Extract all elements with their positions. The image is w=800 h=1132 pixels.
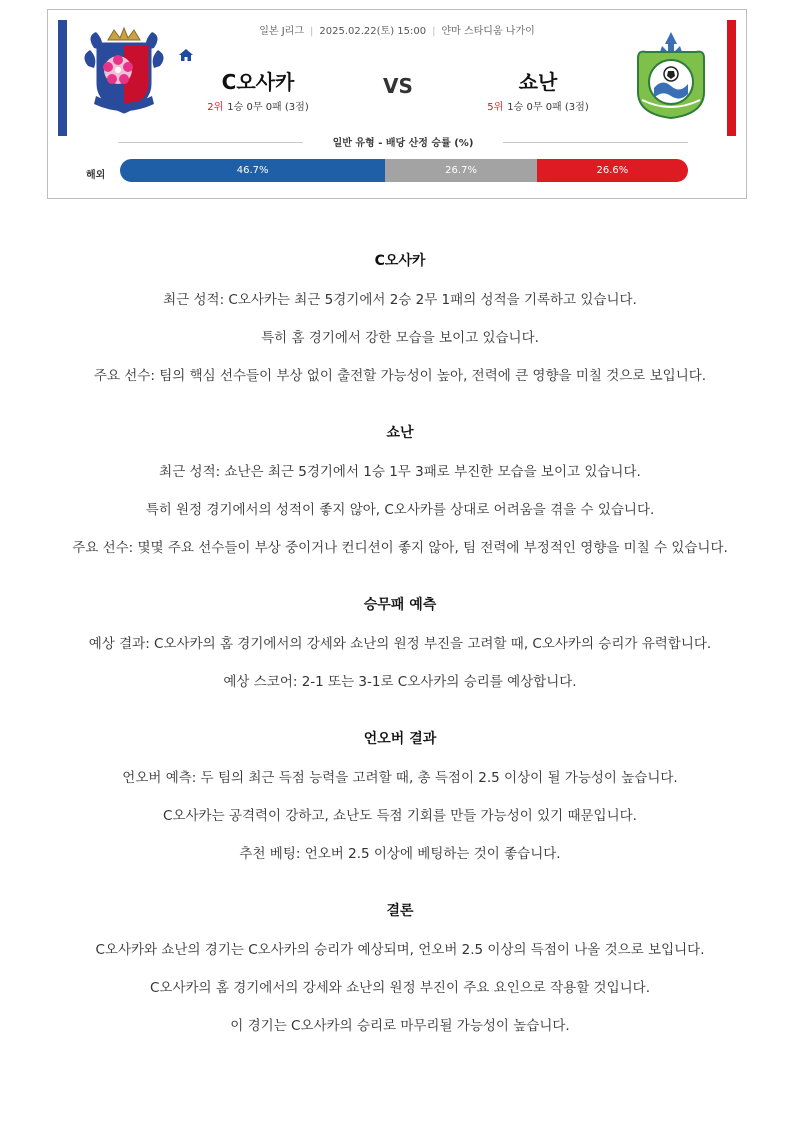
odds-title: 일반 유형 - 배당 산정 승률 (%) — [303, 134, 503, 149]
section-paragraph: 주요 선수: 팀의 핵심 선수들이 부상 없이 출전할 가능성이 높아, 전력에 큰 영향을 미칠 것으로 보입니다. — [93, 368, 707, 384]
section-paragraph: 최근 성적: C오사카는 최근 5경기에서 2승 2무 1패의 성적을 기록하고 있습니다. — [163, 292, 637, 308]
section-paragraph: C오사카와 쇼난의 경기는 C오사카의 승리가 예상되며, 언오버 2.5 이상의 득점이 나올 것으로 보입니다. — [95, 942, 705, 958]
away-team-name: 쇼난 — [518, 70, 558, 94]
odds-away-value: 26.6% — [596, 165, 629, 176]
article-body — [0, 250, 800, 1072]
home-team-record — [178, 98, 338, 113]
home-color-bar — [58, 20, 67, 136]
section-heading: 언오버 결과 — [363, 731, 437, 747]
away-team-crest-icon — [632, 30, 710, 120]
match-card — [47, 9, 747, 199]
section-paragraph: 언오버 예측: 두 팀의 최근 득점 능력을 고려할 때, 총 득점이 2.5 이상이 될 가능성이 높습니다. — [122, 770, 678, 786]
section-paragraph: 주요 선수: 몇몇 주요 선수들이 부상 중이거나 컨디션이 좋지 않아, 팀 전력에 부정적인 영향을 미칠 수 있습니다. — [72, 540, 728, 556]
section-paragraph: 특히 홈 경기에서 강한 모습을 보이고 있습니다. — [261, 330, 539, 346]
home-team-record-text: 1승 0무 0패 (3점) — [227, 102, 309, 113]
venue-name: 얀마 스타디움 나가이 — [441, 26, 535, 37]
away-color-bar — [727, 20, 736, 136]
home-icon — [178, 48, 194, 62]
match-datetime: 2025.02.22(토) 15:00 — [319, 26, 427, 37]
odds-bar — [120, 159, 688, 182]
section-paragraph: C오사카는 공격력이 강하고, 쇼난도 득점 기회를 만들 가능성이 있기 때문입니다. — [163, 808, 637, 824]
article-section — [0, 728, 800, 864]
away-team-record — [458, 98, 618, 113]
section-paragraph: 특히 원정 경기에서의 성적이 좋지 않아, C오사카를 상대로 어려움을 겪을 수 있습니다. — [145, 502, 655, 518]
article-section — [0, 250, 800, 386]
odds-home-segment — [120, 159, 385, 182]
home-team-name: C오사카 — [221, 70, 295, 94]
section-paragraph: 예상 스코어: 2-1 또는 3-1로 C오사카의 승리를 예상합니다. — [223, 674, 577, 690]
odds-row-label: 해외 — [86, 170, 106, 181]
section-paragraph: 최근 성적: 쇼난은 최근 5경기에서 1승 1무 3패로 부진한 모습을 보이고 있습니다. — [159, 464, 641, 480]
section-heading: 승무패 예측 — [363, 597, 437, 613]
home-team-crest-icon — [78, 26, 170, 118]
home-team-rank: 2위 — [207, 102, 224, 113]
section-paragraph: 추천 베팅: 언오버 2.5 이상에 베팅하는 것이 좋습니다. — [239, 846, 561, 862]
league-name: 일본 J리그 — [259, 26, 304, 37]
article-section — [0, 422, 800, 558]
section-paragraph: 예상 결과: C오사카의 홈 경기에서의 강세와 쇼난의 원정 부진을 고려할 때, C오사카의 승리가 유력합니다. — [88, 636, 712, 652]
section-heading: 결론 — [386, 903, 414, 919]
section-paragraph: C오사카의 홈 경기에서의 강세와 쇼난의 원정 부진이 주요 요인으로 작용할 것입니다. — [149, 980, 651, 996]
odds-draw-segment — [385, 159, 537, 182]
article-section — [0, 594, 800, 692]
match-meta: 일본 J리그 | 2025.02.22(토) 15:00 | 얀마 스타디움 나가이 — [259, 26, 535, 37]
away-team-rank: 5위 — [487, 102, 504, 113]
article-section — [0, 900, 800, 1036]
section-paragraph: 이 경기는 C오사카의 승리로 마무리될 가능성이 높습니다. — [230, 1018, 570, 1034]
section-heading: 쇼난 — [386, 425, 414, 441]
odds-away-segment — [537, 159, 688, 182]
vs-label: VS — [383, 74, 413, 98]
odds-home-value: 46.7% — [236, 165, 269, 176]
section-heading: C오사카 — [374, 253, 426, 269]
away-team-record-text: 1승 0무 0패 (3점) — [507, 102, 589, 113]
odds-draw-value: 26.7% — [445, 165, 477, 176]
